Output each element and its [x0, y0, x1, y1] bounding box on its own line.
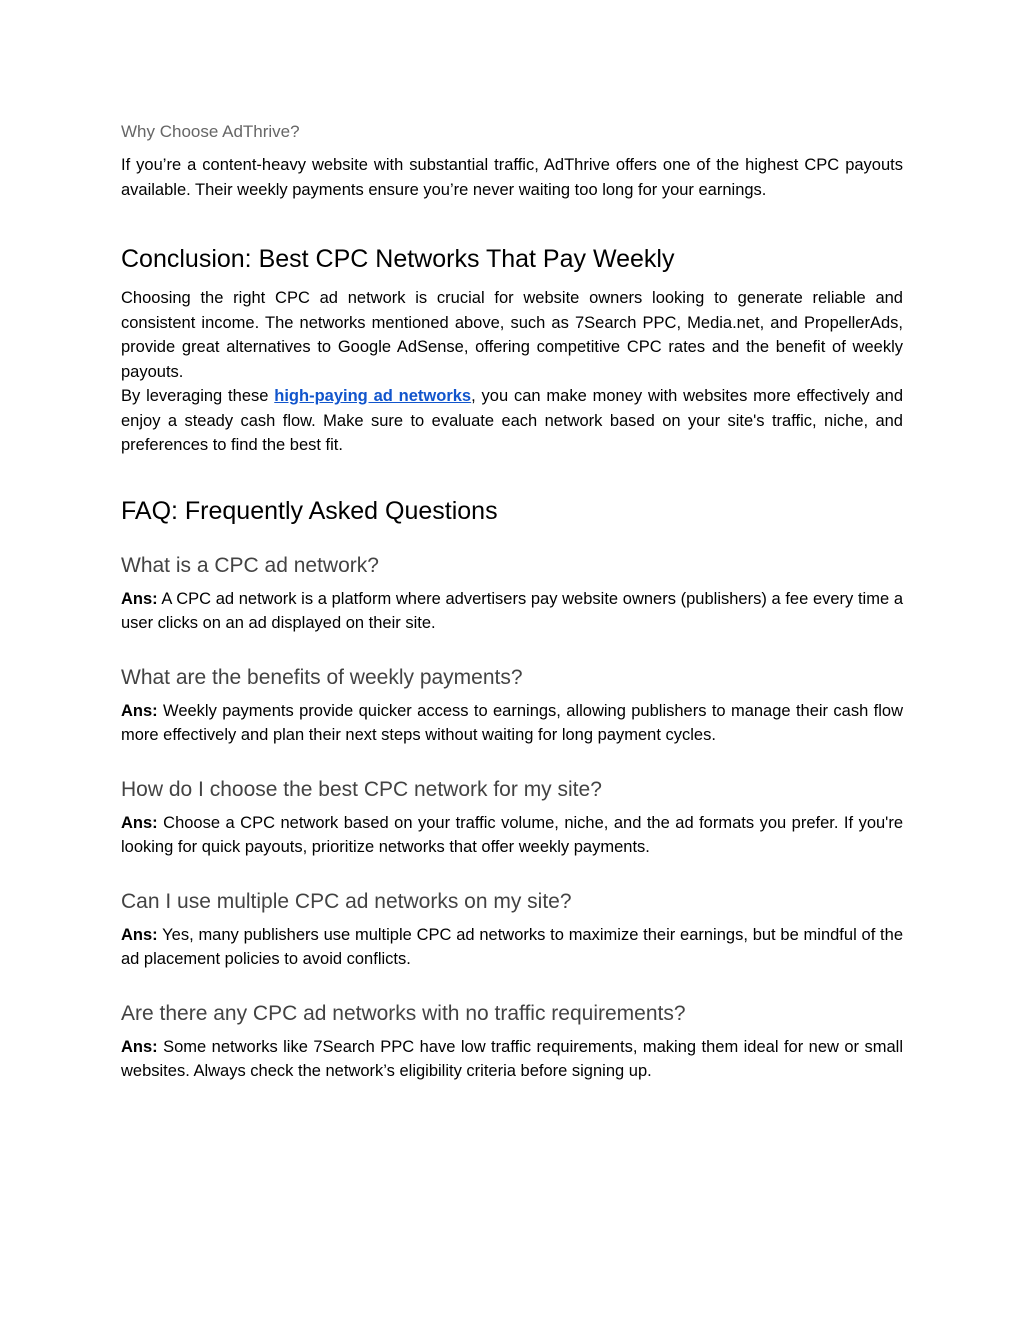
- conclusion-p2-after: , you can make money with websites more effectively and enjoy a steady cash flow. Make sure to evaluate each network based on your site's traffic, niche, and preferences to find the best fit.: [121, 387, 904, 454]
- faq-answer-text: Choose a CPC network based on your traffic volume, niche, and the ad formats you prefer. If you're looking for quick payouts, prioritize networks that offer weekly payments.: [121, 813, 903, 856]
- high-paying-ad-networks-link[interactable]: high-paying ad networks: [274, 387, 472, 405]
- faq-item: [121, 664, 903, 748]
- faq-answer: [121, 1035, 903, 1084]
- faq-question: What are the benefits of weekly payments?: [121, 665, 523, 689]
- faq-answer-text: A CPC ad network is a platform where advertisers pay website owners (publishers) a fee every time a user clicks on an ad displayed on their site.: [121, 589, 903, 632]
- faq-question: Can I use multiple CPC ad networks on my site?: [121, 889, 572, 913]
- conclusion-heading: Conclusion: Best CPC Networks That Pay Weekly: [121, 245, 675, 273]
- conclusion-paragraph: Choosing the right CPC ad network is crucial for website owners looking to generate reliable and consistent income. The networks mentioned above, such as 7Search PPC, Media.net, and PropellerAds, provide great alternatives to Google AdSense, offering competitive CPC rates and the benefit of weekly payouts.: [121, 289, 903, 381]
- ans-label: Ans:: [121, 701, 158, 720]
- ans-label: Ans:: [121, 813, 158, 832]
- adthrive-paragraph: If you’re a content-heavy website with substantial traffic, AdThrive offers one of the highest CPC payouts available. Their weekly payments ensure you’re never waiting too long for your earnings.: [121, 156, 903, 199]
- faq-item: [121, 552, 903, 636]
- faq-answer: [121, 699, 903, 748]
- faq-answer-text: Some networks like 7Search PPC have low traffic requirements, making them ideal for new or small websites. Always check the network’s eligibility criteria before signing up.: [121, 1037, 903, 1080]
- faq-answer: [121, 587, 903, 636]
- faq-answer-text: Yes, many publishers use multiple CPC ad networks to maximize their earnings, but be mindful of the ad placement policies to avoid conflicts.: [121, 925, 903, 968]
- faq-heading: FAQ: Frequently Asked Questions: [121, 496, 498, 525]
- document-content: [121, 120, 903, 1084]
- faq-item: [121, 888, 903, 972]
- faq-question: How do I choose the best CPC network for my site?: [121, 777, 602, 801]
- faq-item: [121, 776, 903, 860]
- ans-label: Ans:: [121, 589, 158, 608]
- faq-item: [121, 1000, 903, 1084]
- adthrive-heading: Why Choose AdThrive?: [121, 122, 300, 141]
- faq-question: Are there any CPC ad networks with no traffic requirements?: [121, 1001, 686, 1025]
- faq-answer-text: Weekly payments provide quicker access to earnings, allowing publishers to manage their cash flow more effectively and plan their next steps without waiting for long payment cycles.: [121, 701, 903, 744]
- ans-label: Ans:: [121, 925, 158, 944]
- conclusion-p2-before: By leveraging these: [121, 387, 275, 405]
- ans-label: Ans:: [121, 1037, 158, 1056]
- conclusion-paragraph-2: [121, 384, 903, 458]
- faq-answer: [121, 923, 903, 972]
- faq-question: What is a CPC ad network?: [121, 553, 379, 577]
- faq-answer: [121, 811, 903, 860]
